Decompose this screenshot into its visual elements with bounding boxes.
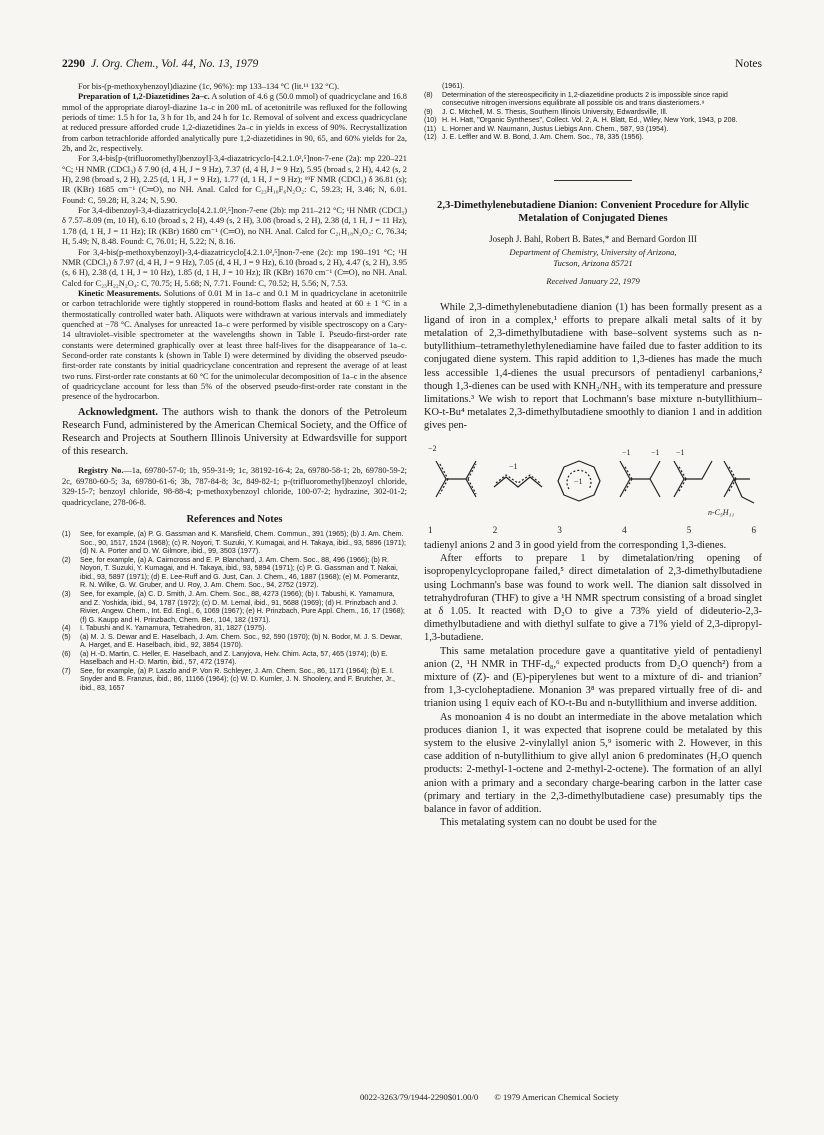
structures-drawing <box>424 439 762 521</box>
reference-text: See, for example, (a) C. D. Smith, J. Am. Chem. Soc., 88, 4273 (1966); (b) I. Tabushi, K. Yamamura, and Z. Yoshida, ibid., 94, 1787 (1972); (c) D. M. Lemal, ibid., 91, 5688 (1969); (d) H. Prinzbach and J. Rivier, Angew. Chem., Int. Ed. Engl., 6, 1069 (1967); (e) H. Prinzbach, Pure Appl. Chem., 16, 17 (1968); (f) G. Kaupp and H. Prinzbach, Chem. Ber., 104, 182 (1971). <box>80 590 405 624</box>
reference-number: (2) <box>62 555 71 564</box>
reference-number: (9) <box>424 107 433 116</box>
reference-text: (a) M. J. S. Dewar and E. Haselbach, J. Am. Chem. Soc., 92, 590 (1970); (b) N. Bodor, M. J. S. Dewar, A. Harget, and E. Haselbach, ibid., 92, 3854 (1970). <box>80 632 403 650</box>
paragraph-kinetics <box>62 289 407 403</box>
reference-item <box>424 133 762 142</box>
reference-text: Determination of the stereospecificity in 1,2-diazetidine products 2 is impossible since rapid consecutive nitrogen inversions equilibrate all possible cis and trans diasteriomers.⁹ <box>442 90 728 108</box>
reference-number: (6) <box>62 649 71 658</box>
structure-2 <box>494 475 542 487</box>
reference-item <box>424 82 762 91</box>
page-number: 2290 <box>62 58 85 70</box>
charge-label: −1 <box>676 447 685 457</box>
running-header <box>62 58 762 74</box>
separator-rule <box>554 180 632 181</box>
substituent-label: n-C₅H₁₁ <box>708 507 735 517</box>
page-footer <box>360 1092 619 1102</box>
article-title: 2,3-Dimethylenebutadiene Dianion: Convenient Procedure for Allylic Metalation of Conjugated Dienes <box>437 199 749 224</box>
structure-number: 6 <box>751 524 756 535</box>
reference-item <box>62 633 407 650</box>
reference-number: (3) <box>62 590 71 599</box>
journal-citation: J. Org. Chem., Vol. 44, No. 13, 1979 <box>91 58 259 70</box>
reference-item <box>62 530 407 556</box>
reference-text: See, for example, (a) P. G. Gassman and K. Mansfield, Chem. Commun., 391 (1965); (b) J. Am. Chem. Soc., 90, 1517, 1524 (1968); (c) R. Noyori, T. Suzuki, Y. Kumagai, and H. Takaya, ibid., 93, 5896 (1971); (d) N. A. Porter and D. W. Gilmore, ibid., 99, 3503 (1977). <box>80 530 406 556</box>
structure-5 <box>674 461 712 497</box>
run-in-heading: Registry No. <box>78 466 124 476</box>
structure-numbers <box>424 525 762 535</box>
reference-item <box>424 108 762 117</box>
reference-text: See, for example, (a) P. Laszlo and P. Von R. Schleyer, J. Am. Chem. Soc., 86, 1171 (1964); (b) E. I. Snyder and B. Franzus, ibid., 86, 11166 (1964); (c) W. D. Kumler, J. N. Shoolery, and F. Brutcher, Jr., ibid., 83, 1657 <box>80 666 396 693</box>
structures-figure <box>424 439 762 521</box>
paragraph-continued: tadienyl anions 2 and 3 in good yield from the corresponding 1,3-dienes. <box>424 539 727 551</box>
affiliation-line-2: Tucson, Arizona 85721 <box>553 257 633 268</box>
paragraph-text: The authors wish to thank the donors of the Petroleum Research Fund, administered by the American Chemical Society, and the Office of Research and Projects at Southern Illinois University at Edwardsville for support of this research. <box>62 406 407 458</box>
paragraph-text: —1a, 69780-57-0; 1b, 959-31-9; 1c, 38192-16-4; 2a, 69780-58-1; 2b, 69780-59-2; 2c, 69780-60-5; 3a, 69780-61-6; 3b, 787-84-8; 3c, 849-82-1; p-(trifluoromethyl)benzoyl chloride, 329-15-7; benzoyl chloride, 98-88-4; p-methoxybenzoyl chloride, 100-07-2; hydrazine, 302-01-2; quadricyclane, 278-06-8. <box>62 466 408 507</box>
paragraph-monoanion: As monoanion 4 is no doubt an intermediate in the above metalation which produces dianion 1, it was expected that isoprene could be metalated by this system to the elusive 2-vinylallyl anion 5,⁹ isomeric with 2. However, in this case addition of n-butyllithium to give allyl anion 6 predominates (H₂O quench products: 2-methyl-1-octene and 2-methyl-2-octene). The formation of an allyl anion with a primary and a secondary charge-bearing carbon in the latter case (primary and tertiary in the 2,3-dimethylbutadiene case) presumably tips the balance in favor of addition. <box>424 711 762 815</box>
reference-item <box>62 556 407 590</box>
registry-numbers <box>62 466 407 507</box>
paragraph-dimetalation: After efforts to prepare 1 by dimetalation/ring opening of isopropenylcyclopropane failed,⁵ direct dimetalation of 2,3-dimethylbutadiene using Lochmann's base was found to work well. The dianion salt dissolved in tetrahydrofuran (THF) to give a ¹H NMR spectrum consisting of a broad singlet at δ 1.05. It reacted with D₂O to give a 73% yield of dideuterio-2,3-dimethylbutadiene and with diethyl sulfate to give a 71% yield of 2,3-dipropyl-1,3-butadiene. <box>424 553 762 644</box>
section-name: Notes <box>735 58 762 70</box>
paragraph-text: Solutions of 0.01 M in 1a–c and 0.1 M in quadricyclane in acetonitrile or carbon tetrachloride were tightly stoppered in round-bottom flasks and heated at 60 ± 1 °C in a thermostatically controlled water bath. Aliquots were withdrawn at various intervals and immediately quenched at −78 °C. Analyses for unreacted 1a–c were performed by visible spectroscopy on a Cary-14 ultraviolet–visible spectrometer at the wavelengths shown in Table I. Pseudo-first-order rate constants were determined graphically over at least three half-lives for the disappearance of 1a–c. Second-order rate constants k (shown in Table I) were determined by dividing the observed pseudo-first-order rate constants by initial quadricyclane concentration and represent the average of at least two runs. First-order rate constants at 60 °C for the unimolecular decomposition of 1a–c in the absence of quadricyclane account for less than 5% of the observed pseudo-first-order rate constant in the presence of the hydrocarbon. <box>62 288 408 402</box>
reference-text: J. C. Mitchell, M. S. Thesis, Southern Illinois University, Edwardsville, Ill. <box>442 107 668 116</box>
reference-item <box>62 624 407 633</box>
charge-label: −1 <box>622 447 631 457</box>
acknowledgment <box>62 406 407 459</box>
affiliation-line-1: Department of Chemistry, University of Arizona, <box>509 247 677 258</box>
reference-number: (11) <box>424 124 437 133</box>
affiliation <box>424 247 762 268</box>
structure-number: 3 <box>557 524 562 535</box>
right-column <box>424 82 762 829</box>
structure-number: 1 <box>428 524 433 535</box>
paragraph-2c: For 3,4-bis(p-methoxybenzoyl)-3,4-diazatricyclo[4.2.1.0²,⁵]non-7-ene (2c): mp 190–191 °C; ¹H NMR (CDCl₃) δ 7.97 (d, 4 H, J = 9 Hz), 7.05 (d, 4 H, J = 9 Hz), 6.10 (broad s, 2 H), 4.47 (s, 2 H), 3.95 (s, 6 H), 2.38 (d, 1 H, J = 10 Hz), 1.85 (d, 1 H, J = 10 Hz); IR (KBr) 1670 cm⁻¹ (C═O), no NH. Anal. Calcd for C₂₃H₂₂N₂O₄: C, 70.75; H, 5.68; N, 7.71. Found: C, 70.52; H, 5.56; N, 7.53. <box>62 247 408 288</box>
reference-text: L. Horner and W. Naumann, Justus Liebigs Ann. Chem., 587, 93 (1954). <box>442 124 669 133</box>
run-in-heading: Preparation of 1,2-Diazetidines 2a–c. <box>78 92 210 102</box>
reference-item <box>424 125 762 134</box>
reference-item <box>424 91 762 108</box>
paragraph-final: This metalating system can no doubt be used for the <box>440 817 657 829</box>
references-list <box>62 530 407 692</box>
reference-item <box>62 590 407 624</box>
charge-label: −1 <box>574 476 583 486</box>
structure-number: 2 <box>492 524 498 535</box>
charge-label: −1 <box>651 447 660 457</box>
references-heading: References and Notes <box>186 513 283 525</box>
reference-item <box>62 667 407 693</box>
charge-label: −2 <box>428 443 437 453</box>
reference-number: (12) <box>424 133 437 142</box>
charge-label: −1 <box>509 461 518 471</box>
reference-number: (1) <box>62 530 71 539</box>
reference-item <box>424 116 762 125</box>
structure-6 <box>724 461 754 503</box>
author-list: Joseph J. Bahl, Robert B. Bates,* and Bernard Gordon III <box>489 233 697 244</box>
copyright-notice: © 1979 American Chemical Society <box>494 1092 619 1102</box>
run-in-heading: Acknowledgment. <box>78 406 158 418</box>
reference-number: (8) <box>424 90 433 99</box>
reference-number: (5) <box>62 632 71 641</box>
paragraph-intro: While 2,3-dimethylenebutadiene dianion (1) has been formally present as a ligand of iron in a complex,¹ efforts to prepare alkali metal salts of it by metalation of 2,3-dimethylbutadiene with base–solvent systems such as n-butyllithium–tetramethylethylenediamine have failed due to faster addition to its conjugated diene system. This rapid addition to 1,3-dienes has made the much less accessible 1,4-dienes the usual precursors of pentadienyl carbanions,² though 1,3-dienes can be used with KNH₂/NH₃ with its temperature and pressure limitations.³ We wish to report that Lochmann's base mixture n-butyllithium–KO-t-Bu⁴ metalates 2,3-dimethylbutadiene smoothly to dianion 1 and in addition gives pen- <box>424 301 762 432</box>
structure-number: 5 <box>686 524 692 535</box>
article-code: 0022-3263/79/1944-2290$01.00/0 <box>360 1092 479 1102</box>
paragraph-2a: For 3,4-bis[p-(trifluoromethyl)benzoyl]-3,4-diazatricyclo-[4.2.1.0²,⁵]non-7-ene (2a): mp 220–221 °C; ¹H NMR (CDCl₃) δ 7.90 (d, 4 H, J = 9 Hz), 7.37 (d, 4 H, J = 9 Hz), 5.95 (broad s, 2 H), 4.42 (s, 2 H), 2.98 (broad s, 2 H), 2.25 (d, 1 H, J = 9 Hz), 1.77 (d, 1 H, J = 9 Hz); ¹⁹F NMR (CDCl₃) δ 36.81 (s); IR (KBr) 1685 cm⁻¹ (C═O), no NH. Anal. Calcd for C₂₃H₁₆F₆N₂O₂: C, 59.23; H, 3.46; N, 6.01. Found: C, 59.28; H, 3.24; N, 5.90. <box>62 154 407 205</box>
reference-item <box>62 650 407 667</box>
reference-text: I. Tabushi and K. Yamamura, Tetrahedron, 31, 1827 (1975). <box>80 624 267 633</box>
reference-text: J. E. Leffler and W. B. Bond, J. Am. Chem. Soc., 78, 335 (1956). <box>442 133 644 142</box>
structure-number: 4 <box>622 524 627 535</box>
run-in-heading: Kinetic Measurements. <box>78 288 162 298</box>
paragraph-preparation <box>62 92 407 154</box>
reference-text: H. H. Hatt, "Organic Syntheses", Collect. Vol. 2, A. H. Blatt, Ed., Wiley, New York, 1943, p 208. <box>442 116 738 125</box>
paragraph-text: A solution of 4.6 g (50.0 mmol) of quadricyclane and 16.8 mmol of the appropriate diaroyl-diazine 1a–c in 200 mL of acetonitrile was refluxed for the following periods of time: 1.5 h for 1a, 3 h for 1b, and 24 h for 1c. Removal of solvent and excess quadricyclane at reduced pressure afforded crude 1,2-diazetidines 2a–c in yields in excess of 90%. Recrystallization from carbon tetrachloride afforded analytically pure 1,2-diazetidines in 90, 65, and 60% yields for 2a, 2b, and 2c, respectively. <box>62 92 407 154</box>
header-left <box>62 58 258 70</box>
reference-text: See, for example, (a) A. Cairncross and E. P. Blanchard, J. Am. Chem. Soc., 88, 496 (1966); (b) R. Noyori, T. Suzuki, Y. Kumagai, and H. Takaya, ibid., 93, 5894 (1971); (c) P. G. Gassman and T. Nakai, ibid., 93, 5897 (1971); (d) E. Lee-Ruff and G. Just, Can. J. Chem., 46, 1887 (1968); (e) M. Pomerantz, R. N. Wilke, G. W. Gruber, and U. Roy, J. Am. Chem. Soc., 94, 2752 (1972). <box>80 555 400 590</box>
received-date: Received January 22, 1979 <box>546 276 640 287</box>
reference-number: (7) <box>62 666 71 675</box>
references-list-continued <box>424 82 762 142</box>
paragraph-1c: For bis-(p-methoxybenzoyl)diazine (1c, 96%): mp 133–134 °C (lit.¹¹ 132 °C). <box>78 82 340 91</box>
left-column <box>62 82 407 693</box>
reference-text: (a) H.-D. Martin, C. Heller, E. Haselbach, and Z. Lanyjova, Helv. Chim. Acta, 57, 465 (1974); (b) E. Haselbach and H.-D. Martin, ibid., 57, 472 (1974). <box>80 649 388 667</box>
paragraph-pentadienyl: This same metalation procedure gave a quantitative yield of pentadienyl anion (2, ¹H NMR in THF-d₈,⁶ expected products from D₂O quench²) from a mixture of (Z)- and (E)-piperylenes but went to a mixture of di- and trianion⁷ from 1,3-cycloheptadiene. Monanion 3⁸ was prepared virtually free of di- and trianion using 1 equiv each of KO-t-Bu and n-butyllithium and inverse addition. <box>424 645 762 710</box>
paragraph-2b: For 3,4-dibenzoyl-3,4-diazatricyclo[4.2.1.0²,⁵]non-7-ene (2b): mp 211–212 °C; ¹H NMR (CDCl₃) δ 7.57–8.09 (m, 10 H), 6.10 (broad s, 2 H), 4.49 (s, 2 H), 3.08 (broad s, 2 H), 2.38 (d, 1 H, J = 11 Hz), 1.78 (d, 1 H, J = 11 Hz); IR (KBr) 1680 cm⁻¹ (C═O), no NH. Anal. Calcd for C₂₁H₁₈N₂O₂: C, 76.34; H, 5.49; N, 8.48. Found: C, 76.01; H, 5.22; N, 8.16. <box>62 206 407 247</box>
structure-4 <box>620 461 660 497</box>
structure-1 <box>436 461 476 497</box>
reference-text: (1961). <box>442 82 465 90</box>
reference-number: (10) <box>424 116 437 125</box>
reference-number <box>424 82 442 91</box>
reference-number: (4) <box>62 624 71 633</box>
